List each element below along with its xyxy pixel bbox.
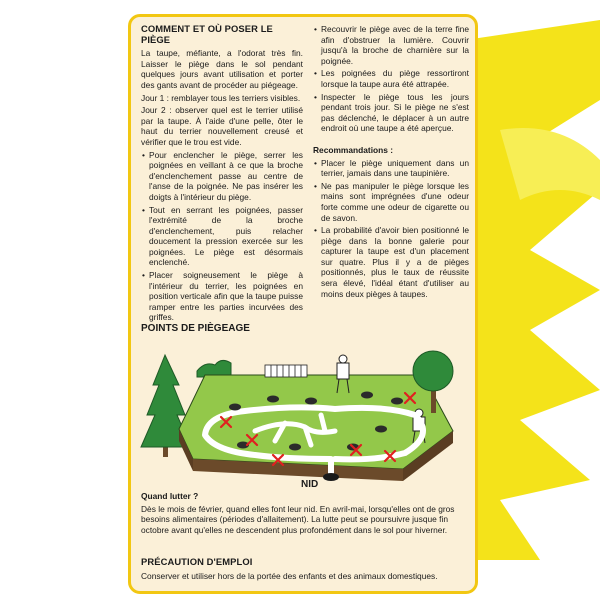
nid-label: NID	[301, 479, 319, 490]
diagram-title: POINTS DE PIÈGEAGE	[141, 323, 250, 334]
instruction-card	[128, 14, 478, 594]
nest-icon	[323, 473, 339, 481]
right-column	[313, 24, 469, 302]
intro-text: La taupe, méfiante, a l'odorat très fin. Laisser le piège dans le sol pendant quelques jours avant utilisation et porter des gants avant de procéder au piégeage.	[141, 48, 303, 90]
list-item: • Les poignées du piège ressortiront lorsque la taupe aura été attrapée.	[321, 68, 469, 89]
trapping-diagram	[135, 335, 473, 485]
list-item: • Tout en serrant les poignées, passer l'extrémité de la broche d'enclenchement, puis relacher doucement la pression exercée sur les poignées. Le piège est désormais enclenché.	[149, 205, 303, 269]
fence-icon	[265, 365, 307, 377]
recommandations-list	[313, 158, 469, 300]
list-item: • La probabilité d'avoir bien positionné le piège dans la bonne galerie pour capturer la taupe est d'un placement sur quatre. Plus il y a de pièges positionnés, plus le taux de réussite sera élevé, l'idéal étant d'utiliser au moins deux pièges à taupes.	[321, 225, 469, 299]
left-bullet-list	[141, 150, 303, 324]
left-column	[141, 24, 303, 326]
list-item: • Recouvrir le piège avec de la terre fine afin d'obstruer la lumière. Couvrir jusqu'à la broche de charnière sur la poignée.	[321, 24, 469, 66]
quand-section	[141, 491, 471, 535]
quand-text: Dès le mois de février, quand elles font leur nid. En avril-mai, lorsqu'elles ont de gros besoins alimentaires (périodes d'allaitement). La lutte peut se poursuivre jusque fin octobre avant qu'elles ne descendent plus profondément dans le sol pour hiverner.	[141, 503, 455, 535]
section-title: COMMENT ET OÙ POSER LE PIÈGE	[141, 23, 273, 45]
precaution-text: Conserver et utiliser hors de la portée des enfants et des animaux domestiques.	[141, 570, 438, 581]
precaution-section	[141, 557, 471, 581]
list-item: • Placer soigneusement le piège à l'intérieur du terrier, les poignées en position verticale afin que la taupe puisse ramper entre les parties incurvées des griffes.	[149, 270, 303, 323]
list-item: • Ne pas manipuler le piège lorsque les mains sont imprégnées d'une odeur forte comme une odeur de cigarette ou de savon.	[321, 181, 469, 223]
jour2-text: Jour 2 : observer quel est le terrier utilisé par la taupe. À l'aide d'une pelle, ôter le haut du terrier nouvellement creusé et vérifier que le trou est vide.	[141, 105, 303, 147]
right-bullet-list	[313, 24, 469, 134]
list-item: • Placer le piège uniquement dans un terrier, jamais dans une taupinière.	[321, 158, 469, 179]
list-item: • Pour enclencher le piège, serrer les poignées en veillant à ce que la broche d'enclenchement passe au centre de l'anse de la poignée. Ne pas insérer les doigts à l'intérieur du piège.	[149, 150, 303, 203]
precaution-title: PRÉCAUTION D'EMPLOI	[141, 556, 253, 567]
jour1-text: Jour 1 : remblayer tous les terriers visibles.	[141, 92, 301, 103]
recommandations-title: Recommandations :	[313, 144, 394, 155]
list-item: • Inspecter le piège tous les jours pendant trois jour. Si le piège ne s'est pas déclenché, le déplacer à un autre endroit où une taupe a été aperçue.	[321, 92, 469, 134]
quand-title: Quand lutter ?	[141, 491, 199, 501]
